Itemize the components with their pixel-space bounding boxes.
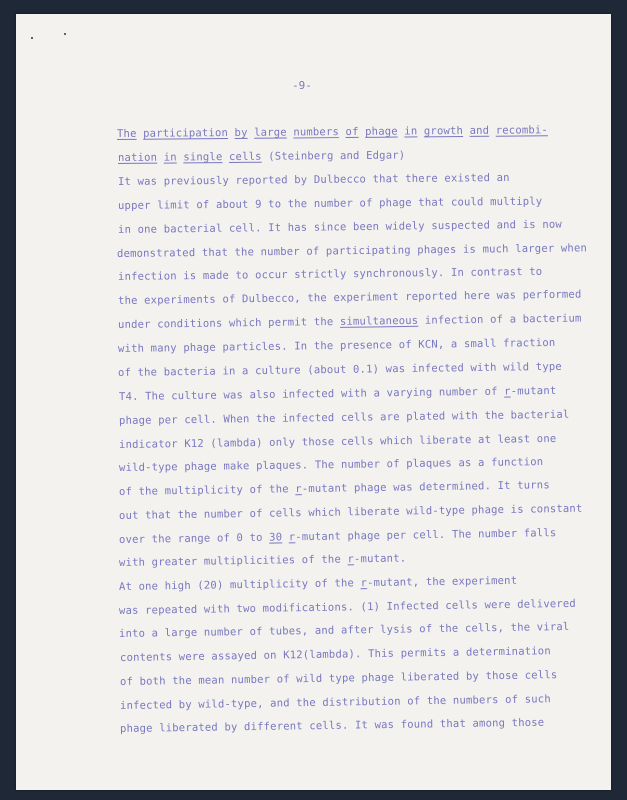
underlined-text: r — [504, 385, 511, 398]
text-segment: of the bacteria in a culture (about 0.1) was infected with wild type — [117, 360, 562, 379]
text-segment: with greater multiplicities of the — [118, 553, 348, 569]
page-number: -9- — [292, 79, 312, 92]
underlined-text: r — [347, 553, 355, 566]
underlined-text: The — [116, 127, 137, 140]
underlined-text: and — [469, 124, 490, 137]
text-segment: T4. The culture was also infected with a varying number of — [118, 385, 505, 403]
text-segment: into a large number of tubes, and after lysis of the cells, the viral — [118, 620, 570, 640]
underlined-text: nation — [117, 151, 158, 164]
underlined-text: single — [183, 151, 223, 164]
text-segment: was repeated with two modifications. (1) Infected cells were delivered — [118, 597, 577, 617]
heading-line-2 — [118, 149, 405, 164]
underlined-text: in — [163, 151, 177, 164]
text-segment: It was previously reported by Dulbecco that there existed an — [117, 171, 510, 188]
underlined-text: in — [404, 125, 418, 138]
text-segment: -mutant phage was determined. It turns — [301, 479, 550, 496]
underlined-text: cells — [228, 150, 262, 164]
underlined-text: 30 — [269, 531, 283, 544]
underlined-text: large — [254, 126, 287, 139]
text-segment: under conditions which permit the — [117, 315, 341, 331]
text-segment: over the range of 0 to — [118, 531, 270, 546]
text-segment: of both the mean number of wild type phage liberated by those cells — [119, 669, 558, 688]
text-segment: (Steinberg and Edgar) — [261, 149, 406, 163]
text-segment: indicator K12 (lambda) only those cells which liberate at least one — [118, 432, 557, 451]
text-segment: -mutant, the experiment — [366, 574, 518, 590]
underlined-text: by — [234, 126, 248, 139]
text-segment: At one high (20) multiplicity of the — [118, 577, 361, 593]
text-segment: phage per cell. When the infected cells are plated with the bacterial — [118, 408, 570, 427]
text-segment: -mutant. — [353, 552, 407, 566]
text-segment: phage liberated by different cells. It was found that among those — [119, 717, 545, 736]
underlined-text: growth — [423, 124, 464, 138]
text-segment: with many phage particles. In the presence of KCN, a small fraction — [117, 336, 556, 355]
text-segment: of the multiplicity of the — [118, 483, 296, 498]
text-segment: contents were assayed on K12(lambda). This permits a determination — [119, 645, 551, 664]
text-segment: the experiments of Dulbecco, the experiment reported here was performed — [117, 288, 582, 307]
text-segment: infection of a bacterium — [418, 312, 582, 327]
underlined-text: r — [288, 531, 296, 544]
text-segment: demonstrated that the number of participating phages is much larger when — [116, 242, 588, 260]
underlined-text: numbers — [293, 126, 340, 139]
underlined-text: phage — [365, 125, 398, 138]
text-segment: -mutant phage per cell. The number falls — [295, 527, 557, 544]
text-segment: wild-type phage make plaques. The number of plaques as a function — [118, 456, 544, 474]
text-segment: infection is made to occur strictly synchronously. In contrast to — [117, 265, 543, 283]
text-segment: infected by wild-type, and the distribution of the numbers of such — [119, 693, 551, 712]
underlined-text: simultaneous — [339, 314, 419, 328]
text-segment: upper limit of about 9 to the number of phage that could multiply — [117, 195, 543, 212]
text-segment: in one bacterial cell. It has since been widely suspected and is now — [117, 218, 562, 236]
underlined-text: r — [295, 483, 302, 496]
underlined-text: r — [360, 577, 368, 590]
speck-mark — [64, 33, 66, 35]
text-segment: -mutant — [510, 384, 557, 398]
underlined-text: recombi- — [495, 124, 548, 137]
underlined-text: of — [345, 125, 359, 139]
underlined-text: participation — [143, 127, 229, 140]
speck-mark — [31, 37, 33, 39]
text-segment: out that the number of cells which liberate wild-type phage is constant — [118, 502, 583, 522]
